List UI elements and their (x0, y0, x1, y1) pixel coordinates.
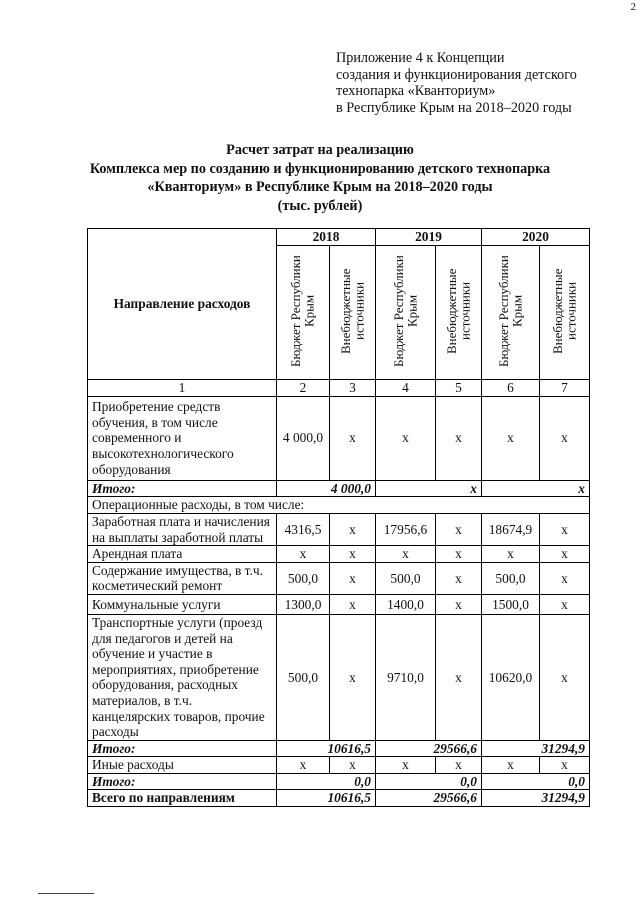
grand-total-2020: 31294,9 (482, 790, 590, 807)
row-label: Арендная плата (88, 546, 277, 563)
column-number: 6 (482, 380, 540, 397)
section-title: Операционные расходы, в том числе: (88, 497, 590, 514)
table-row (88, 594, 590, 614)
total-row (88, 480, 590, 497)
cell-value: х (277, 757, 330, 774)
grand-total-2018: 10616,5 (277, 790, 376, 807)
sub-header-label: Бюджет Республики Крым (495, 254, 525, 367)
title-line: Расчет затрат на реализацию (226, 142, 414, 158)
cell-value: х (436, 757, 482, 774)
cell-value: х (436, 594, 482, 614)
table-row (88, 546, 590, 563)
cell-value: х (436, 562, 482, 594)
cell-value: х (540, 594, 590, 614)
cell-value: х (436, 396, 482, 480)
cell-value: 1300,0 (277, 594, 330, 614)
total-2020: х (482, 480, 590, 497)
cell-value: х (482, 757, 540, 774)
cell-value: х (540, 396, 590, 480)
appendix-line: в Республике Крым на 2018–2020 годы (336, 99, 572, 116)
cell-value: х (277, 546, 330, 563)
cell-value: х (436, 513, 482, 545)
cell-value: 18674,9 (482, 513, 540, 545)
cell-value: х (376, 546, 436, 563)
row-label: Транспортные услуги (проезд для педагогов и детей на обучение и участие в мероприятиях, приобретение оборудования, расходных материалов, в т.ч. канцелярских товаров, прочие расходы (88, 614, 277, 740)
cost-table (87, 228, 590, 807)
cell-value: 10620,0 (482, 614, 540, 740)
cell-value: х (330, 594, 376, 614)
total-label: Итого: (88, 773, 277, 790)
row-label: Иные расходы (88, 757, 277, 774)
row-label: Содержание имущества, в т.ч. косметический ремонт (88, 562, 277, 594)
cell-value: х (330, 614, 376, 740)
appendix-line: Приложение 4 к Концепции (336, 50, 505, 66)
table-row (88, 614, 590, 740)
cell-value: х (330, 757, 376, 774)
row-label: Приобретение средств обучения, в том числе современного и высокотехнологического оборудования (88, 396, 277, 480)
total-2019: 0,0 (376, 773, 482, 790)
table-row (88, 562, 590, 594)
sub-header-budget (376, 245, 436, 380)
row-label: Заработная плата и начисления на выплаты заработной платы (88, 513, 277, 545)
total-2018: 4 000,0 (277, 480, 376, 497)
sub-header-label: Бюджет Республики Крым (390, 254, 420, 367)
sub-header-offbudget (436, 245, 482, 380)
grand-total-2019: 29566,6 (376, 790, 482, 807)
total-2018: 10616,5 (277, 740, 376, 757)
year-header-2018: 2018 (277, 229, 376, 246)
total-2019: х (376, 480, 482, 497)
cell-value: 4316,5 (277, 513, 330, 545)
table-row (88, 757, 590, 774)
total-row (88, 740, 590, 757)
appendix-note (336, 50, 636, 116)
cell-value: х (540, 614, 590, 740)
cell-value: 500,0 (277, 614, 330, 740)
total-label: Итого: (88, 740, 277, 757)
cell-value: х (540, 513, 590, 545)
row-label: Коммунальные услуги (88, 594, 277, 614)
column-number: 5 (436, 380, 482, 397)
sub-header-offbudget (330, 245, 376, 380)
cell-value: х (540, 546, 590, 563)
grand-total-row (88, 790, 590, 807)
appendix-line: технопарка «Кванториум» (336, 83, 496, 99)
cell-value: х (540, 562, 590, 594)
cell-value: х (330, 562, 376, 594)
column-number-row (88, 380, 590, 397)
title-line: «Кванториум» в Республике Крым на 2018–2020 годы (147, 179, 493, 195)
cell-value: 500,0 (376, 562, 436, 594)
column-number: 3 (330, 380, 376, 397)
table-row (88, 513, 590, 545)
sub-header-label: Внебюджетные источники (549, 267, 579, 354)
cell-value: х (376, 757, 436, 774)
cell-value: х (540, 757, 590, 774)
cell-value: х (330, 396, 376, 480)
cell-value: 9710,0 (376, 614, 436, 740)
document-title (0, 141, 640, 215)
section-title-row (88, 497, 590, 514)
sub-header-budget (277, 245, 330, 380)
column-number: 1 (88, 380, 277, 397)
total-row (88, 773, 590, 790)
sub-header-label: Бюджет Республики Крым (288, 254, 317, 367)
cell-value: х (330, 513, 376, 545)
total-2020: 0,0 (482, 773, 590, 790)
cell-value: 1500,0 (482, 594, 540, 614)
cell-value: 4 000,0 (277, 396, 330, 480)
column-number: 7 (540, 380, 590, 397)
title-units: (тыс. рублей) (277, 197, 363, 214)
year-header-2020: 2020 (482, 229, 590, 246)
title-line: Комплекса мер по созданию и функционированию детского технопарка (89, 160, 551, 177)
direction-header: Направление расходов (88, 229, 277, 380)
cell-value: 17956,6 (376, 513, 436, 545)
cell-value: х (436, 614, 482, 740)
year-header-2019: 2019 (376, 229, 482, 246)
table-row (88, 396, 590, 480)
column-number: 4 (376, 380, 436, 397)
cell-value: х (482, 546, 540, 563)
total-2019: 29566,6 (376, 740, 482, 757)
cell-value: х (482, 396, 540, 480)
total-2018: 0,0 (277, 773, 376, 790)
cell-value: х (436, 546, 482, 563)
signature-line (38, 893, 94, 894)
sub-header-label: Внебюджетные источники (337, 267, 367, 354)
sub-header-label: Внебюджетные источники (443, 267, 473, 354)
sub-header-offbudget (540, 245, 590, 380)
cell-value: х (376, 396, 436, 480)
column-number: 2 (277, 380, 330, 397)
total-2020: 31294,9 (482, 740, 590, 757)
cell-value: х (330, 546, 376, 563)
cell-value: 1400,0 (376, 594, 436, 614)
appendix-line: создания и функционирования детского (336, 66, 577, 83)
grand-total-label: Всего по направлениям (88, 790, 277, 807)
total-label: Итого: (88, 480, 277, 497)
sub-header-budget (482, 245, 540, 380)
cell-value: 500,0 (482, 562, 540, 594)
page-number: 2 (630, 1, 636, 13)
cell-value: 500,0 (277, 562, 330, 594)
